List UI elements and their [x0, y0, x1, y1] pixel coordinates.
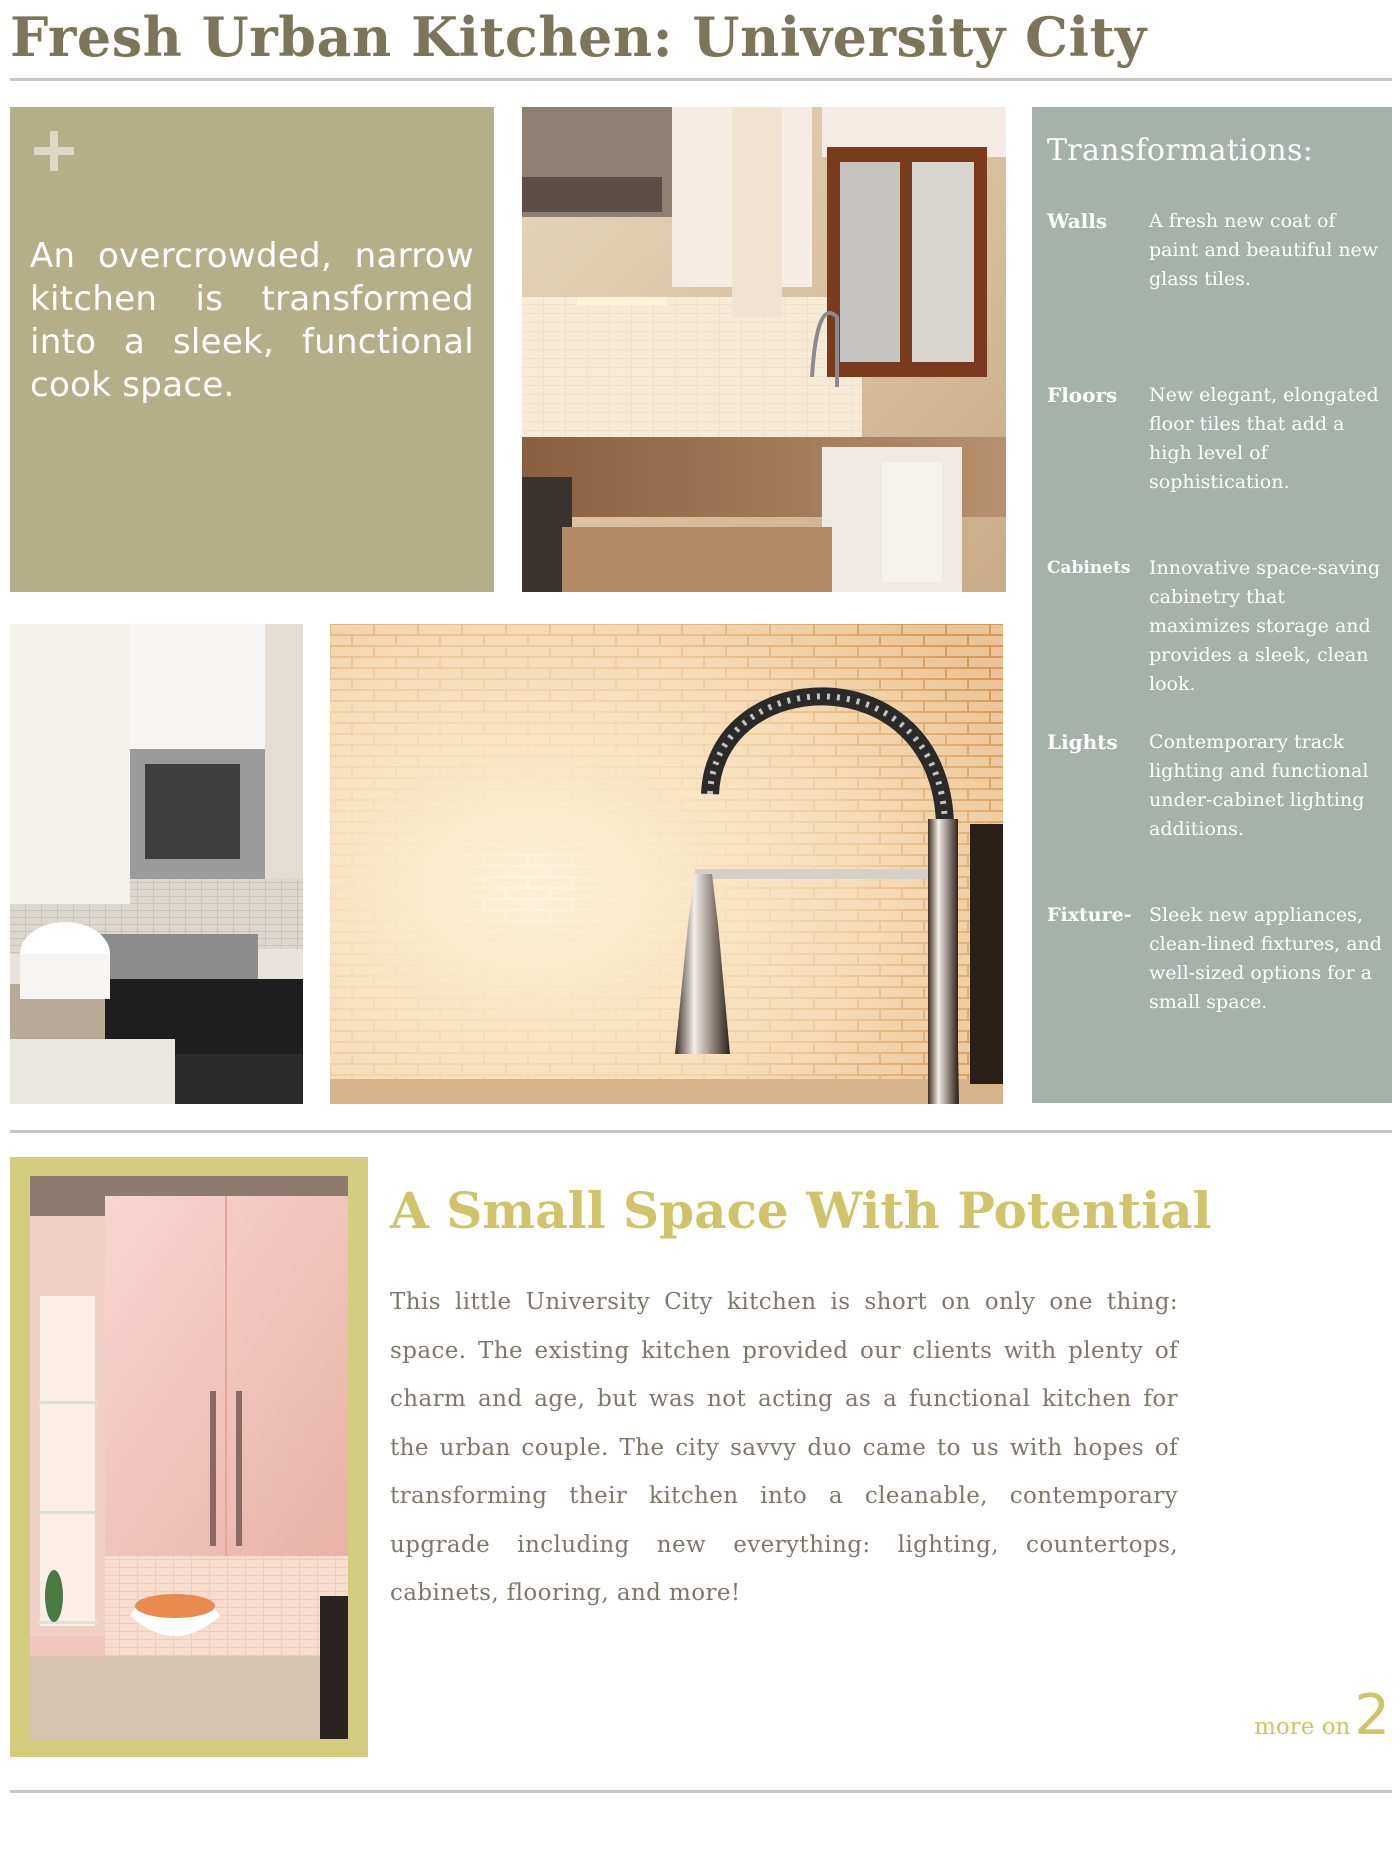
floors-label: Floors — [1047, 383, 1118, 407]
lights-label: Lights — [1047, 730, 1118, 754]
microwave-range-photo — [10, 624, 303, 1104]
header-divider — [10, 78, 1392, 81]
faucet-closeup-photo — [330, 624, 1003, 1104]
footer-divider — [10, 1790, 1392, 1793]
section-body: This little University City kitchen is short on only one thing: space. The existing kitchen provided our clients with plenty of charm and age, but was not acting as a functional kitchen for the urban couple. The city savvy duo came to us with hopes of transforming their kitchen into a cleanable, contemporary upgrade including new everything: lighting, countertops, cabinets, flooring, and more! — [390, 1289, 1178, 1606]
kitchen-overview-photo — [522, 107, 1006, 592]
transformations-panel — [1032, 107, 1392, 1103]
walls-label: Walls — [1047, 209, 1108, 233]
walls-description: A fresh new coat of paint and beautiful new glass tiles. — [1149, 210, 1379, 290]
intro-text: An overcrowded, narrow kitchen is transformed into a sleek, functional cook space. — [30, 236, 474, 405]
fixture-description: Sleek new appliances, clean-lined fixtures, and well-sized options for a small space. — [1149, 904, 1382, 1013]
cabinets-label: Cabinets — [1047, 558, 1131, 578]
section-heading: A Small Space With Potential — [390, 1181, 1212, 1240]
plus-icon — [32, 129, 76, 173]
feature-photo-frame — [10, 1157, 368, 1757]
intro-box — [10, 107, 494, 592]
cabinets-description: Innovative space-saving cabinetry that maximizes storage and provides a sleek, clean look. — [1149, 557, 1381, 695]
cabinet-niche-photo — [30, 1176, 348, 1739]
transformations-title: Transformations: — [1047, 133, 1314, 168]
more-on-label: more on — [1254, 1714, 1351, 1740]
page-title: Fresh Urban Kitchen: University City — [10, 5, 1147, 69]
fixture-label: Fixture- — [1047, 904, 1132, 926]
more-on-link[interactable] — [1254, 1683, 1390, 1748]
more-on-page-number: 2 — [1354, 1683, 1390, 1748]
floors-description: New elegant, elongated floor tiles that add a high level of sophistication. — [1149, 384, 1379, 493]
section-divider — [10, 1130, 1392, 1133]
lights-description: Contemporary track lighting and functional under-cabinet lighting additions. — [1149, 731, 1369, 840]
